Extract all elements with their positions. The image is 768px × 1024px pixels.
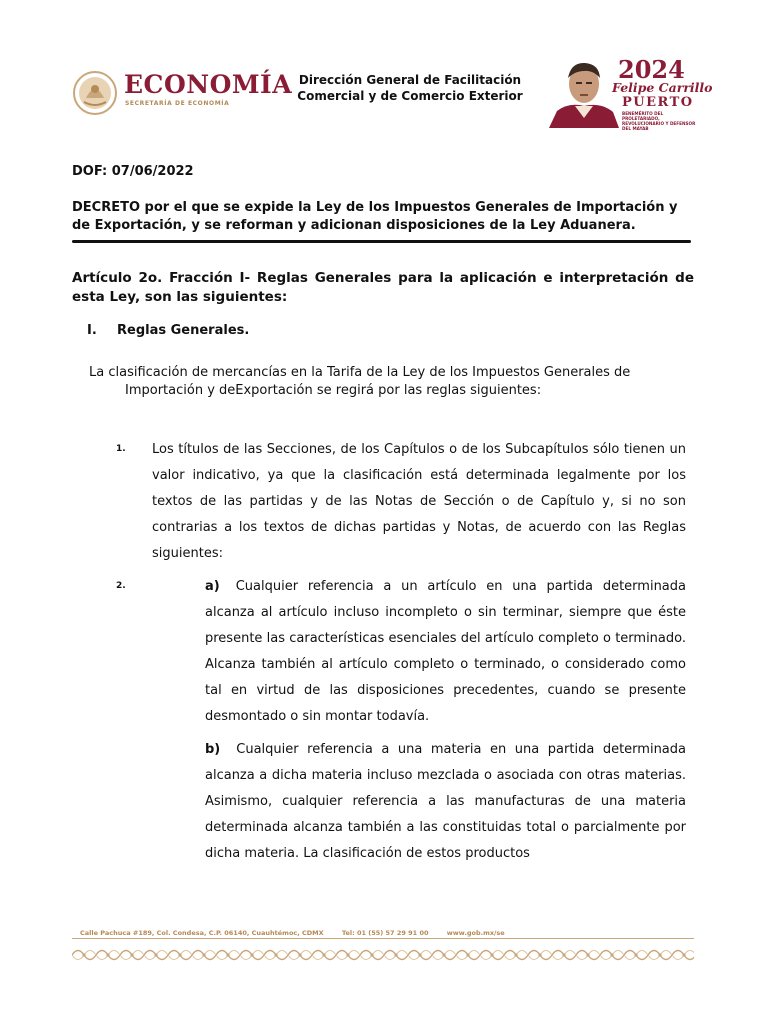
brand-subtitle: SECRETARÍA DE ECONOMÍA: [125, 100, 230, 107]
decree-title: DECRETO por el que se expide la Ley de los Impuestos Generales de Importación y de Exportación, y se reforman y adicionan disposiciones de la Ley Aduanera.: [72, 200, 678, 233]
dof-date: DOF: 07/06/2022: [72, 164, 194, 179]
rule-2-number: 2.: [116, 581, 126, 591]
rule-2b-paragraph: [205, 737, 686, 867]
portrait-icon: [549, 56, 619, 128]
footer-web: www.gob.mx/se: [446, 929, 505, 937]
decorative-pattern: [72, 946, 694, 964]
office-title-line1: Dirección General de Facilitación: [298, 73, 522, 87]
footer-address: Calle Pachuca #189, Col. Condesa, C.P. 06140, Cuauhtémoc, CDMX: [80, 929, 324, 937]
intro-line1: La clasificación de mercancías en la Tarifa de la Ley de los Impuestos Generales de: [89, 365, 631, 380]
rule-1-text: Los títulos de las Secciones, de los Capítulos o de los Subcapítulos sólo tienen un valor indicativo, ya que la clasificación está determinada legalmente por los textos de las partidas y de las Notas de Sección o de Capítulo y, si no son contrarias a los textos de dichas partidas y Notas, de acuerdo con las Reglas siguientes:: [152, 442, 686, 561]
section-title: Reglas Generales.: [117, 323, 250, 338]
rule-1-number: 1.: [116, 444, 126, 454]
office-title: [290, 72, 530, 104]
divider: [72, 240, 691, 243]
footer-contact: [80, 929, 521, 937]
rule-2a-paragraph: [205, 574, 686, 730]
national-seal-icon: [72, 70, 118, 116]
rule-2a-mark: a): [205, 579, 220, 594]
section-number: I.: [87, 323, 97, 338]
office-title-line2: Comercial y de Comercio Exterior: [297, 89, 523, 103]
rule-2a-text: Cualquier referencia a un artículo en una partida determinada alcanza al artículo incluso incompleto o sin terminar, siempre que éste presente las características esenciales del artículo completo o terminado. Alcanza también al artículo completo o terminado, o considerado como tal en virtud de las disposiciones precedentes, cuando se presente desmontado o sin montar todavía.: [205, 579, 686, 724]
footer-divider: [72, 938, 694, 939]
intro-line2: Importación y deExportación se regirá por las reglas siguientes:: [125, 383, 542, 398]
article-heading: Artículo 2o. Fracción I- Reglas Generales para la aplicación e interpretación de esta Ley, son las siguientes:: [72, 270, 694, 305]
year-person-last: PUERTO: [622, 95, 694, 110]
year-note: BENEMÉRITO DEL PROLETARIADO, REVOLUCIONARIO Y DEFENSOR DEL MAYAB: [622, 111, 696, 131]
brand-name: ECONOMÍA: [124, 70, 293, 99]
rule-2b-text: Cualquier referencia a una materia en una partida determinada alcanza a dicha materia incluso mezclada o asociada con otras materias. Asimismo, cualquier referencia a las manufacturas de una materia determinada alcanza también a las constituidas total o parcialmente por dicha materia. La clasificación de estos productos: [205, 742, 686, 861]
year-badge: 2024: [618, 55, 685, 84]
rule-2b-mark: b): [205, 742, 221, 757]
year-person-first: Felipe Carrillo: [612, 80, 713, 95]
footer-phone: Tel: 01 (55) 57 29 91 00: [341, 929, 429, 937]
intro-paragraph: [89, 364, 689, 400]
